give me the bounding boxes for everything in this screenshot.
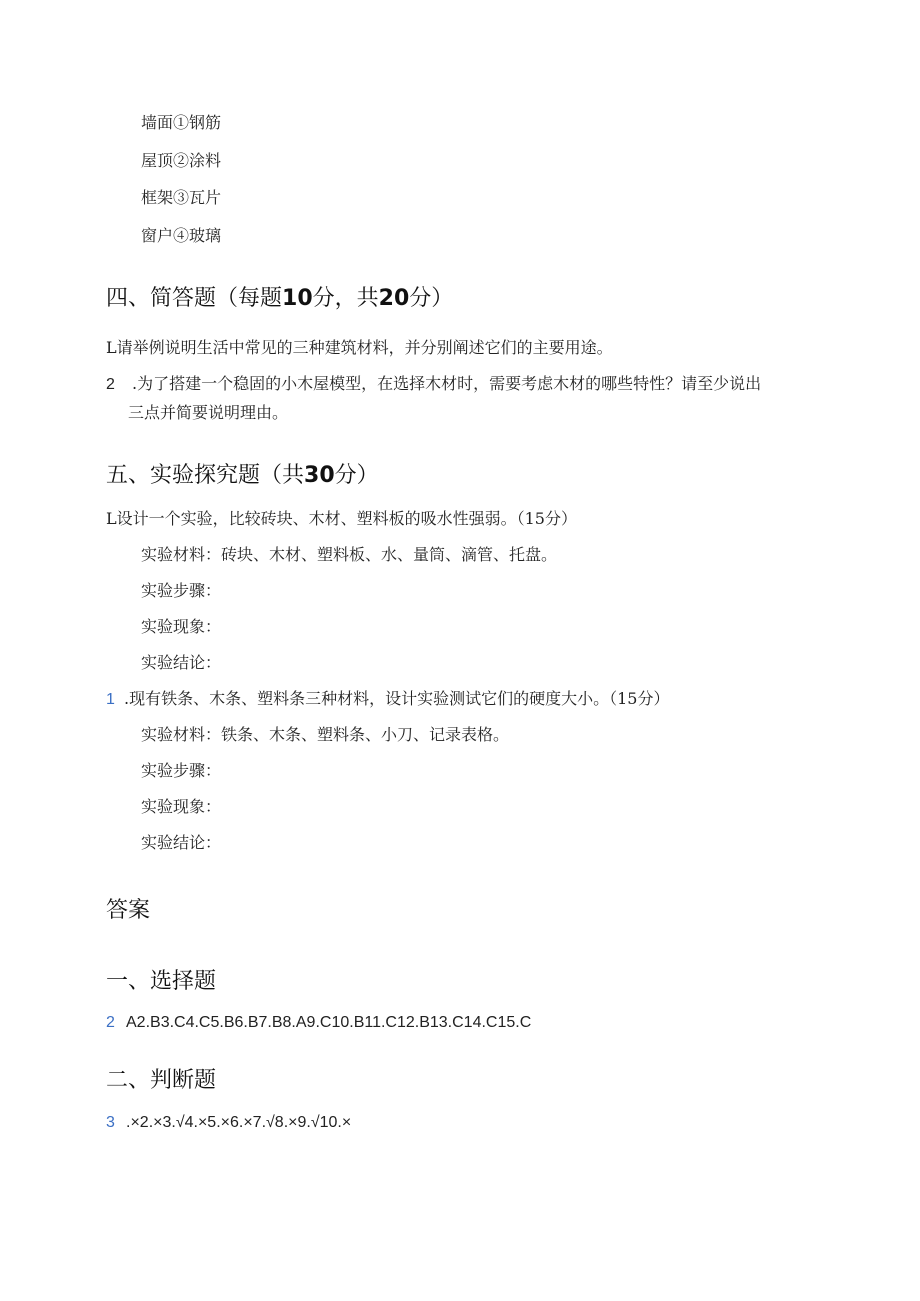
answers-choice-number: 2 xyxy=(106,1014,115,1031)
answers-choice-title: 一、选择题 xyxy=(106,969,217,994)
section5-q2-phenomenon: 实验现象： xyxy=(141,797,222,816)
section4-title-prefix: 四、简答题（每题 xyxy=(106,286,283,311)
answers-choice-text: A2.B3.C4.C5.B6.B7.B8.A9.C10.B11.C12.B13.C14.C15.C xyxy=(126,1014,532,1031)
answers-judge-line xyxy=(106,1113,351,1133)
section5-title xyxy=(106,462,379,490)
section5-q1-materials: 实验材料：砖块、木材、塑料板、水、量筒、滴管、托盘。 xyxy=(141,545,558,564)
matching-item-2: 屋顶②涂料 xyxy=(141,151,222,170)
section4-q2-number: 2 xyxy=(106,376,115,393)
section4-question-2 xyxy=(106,374,761,395)
answers-title: 答案 xyxy=(106,898,151,923)
section4-question-1: L请举例说明生活中常见的三种建筑材料，并分别阐述它们的主要用途。 xyxy=(106,338,613,357)
section5-q2-steps: 实验步骤： xyxy=(141,761,222,780)
section5-q2-number: 1 xyxy=(106,691,115,708)
section4-title-suffix: 分） xyxy=(409,286,454,311)
section4-title xyxy=(106,285,453,313)
section5-title-n: 30 xyxy=(304,463,335,488)
section5-q2-text: .现有铁条、木条、塑料条三种材料，设计实验测试它们的硬度大小。（15分） xyxy=(124,689,670,708)
section4-q2-text: .为了搭建一个稳固的小木屋模型，在选择木材时，需要考虑木材的哪些特性？请至少说出 xyxy=(132,374,762,393)
section5-question-1: L设计一个实验，比较砖块、木材、塑料板的吸水性强弱。（15分） xyxy=(106,509,577,528)
section4-title-n2: 20 xyxy=(378,286,410,311)
section4-title-mid: 分，共 xyxy=(312,286,379,311)
section4-question-2-cont: 三点并简要说明理由。 xyxy=(128,403,289,422)
matching-item-1: 墙面①钢筋 xyxy=(141,113,222,132)
section5-q1-steps: 实验步骤： xyxy=(141,581,222,600)
section5-question-2 xyxy=(106,689,669,710)
section4-title-n1: 10 xyxy=(282,286,313,311)
section5-title-prefix: 五、实验探究题（共 xyxy=(106,463,305,488)
answers-judge-number: 3 xyxy=(106,1114,115,1131)
section5-title-suffix: 分） xyxy=(334,463,379,488)
matching-item-3: 框架③瓦片 xyxy=(141,188,222,207)
answers-judge-text: .×2.×3.√4.×5.×6.×7.√8.×9.√10.× xyxy=(126,1114,352,1131)
section5-q1-conclusion: 实验结论： xyxy=(141,653,222,672)
section5-q1-phenomenon: 实验现象： xyxy=(141,617,222,636)
answers-judge-title: 二、判断题 xyxy=(106,1068,217,1093)
answers-choice-line xyxy=(106,1013,531,1033)
section5-q2-conclusion: 实验结论： xyxy=(141,833,222,852)
section5-q2-materials: 实验材料：铁条、木条、塑料条、小刀、记录表格。 xyxy=(141,725,510,744)
matching-item-4: 窗户④玻璃 xyxy=(141,226,222,245)
